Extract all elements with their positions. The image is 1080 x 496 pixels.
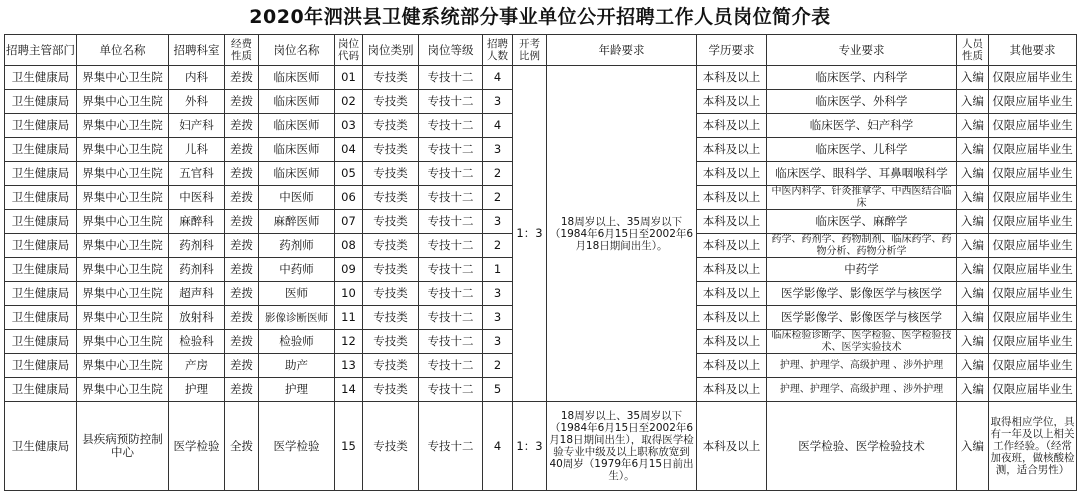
cell-major: 中医内科学、针灸推拿学、中西医结合临床 xyxy=(767,186,957,210)
cell-section: 药剂科 xyxy=(169,258,225,282)
cell-post: 中医师 xyxy=(259,186,335,210)
cell-other: 仅限应届毕业生 xyxy=(989,66,1077,90)
cell-category: 专技类 xyxy=(363,186,419,210)
cell-code: 11 xyxy=(335,306,363,330)
cell-unit: 界集中心卫生院 xyxy=(77,354,169,378)
cell-level: 专技十二 xyxy=(419,402,483,491)
cell-count: 3 xyxy=(483,210,513,234)
header-funding: 经费性质 xyxy=(225,35,259,66)
cell-funding: 差拨 xyxy=(225,378,259,402)
cell-post: 中药师 xyxy=(259,258,335,282)
cell-edu: 本科及以上 xyxy=(697,258,767,282)
cell-level: 专技十二 xyxy=(419,354,483,378)
cell-status: 入编 xyxy=(957,138,989,162)
header-other: 其他要求 xyxy=(989,35,1077,66)
cell-dept: 卫生健康局 xyxy=(5,186,77,210)
cell-section: 超声科 xyxy=(169,282,225,306)
cell-edu: 本科及以上 xyxy=(697,114,767,138)
cell-dept: 卫生健康局 xyxy=(5,330,77,354)
header-age: 年龄要求 xyxy=(547,35,697,66)
cell-major: 药学、药剂学、药物制剂、临床药学、药物分析、药物分析学 xyxy=(767,234,957,258)
cell-other: 仅限应届毕业生 xyxy=(989,378,1077,402)
cell-other: 仅限应届毕业生 xyxy=(989,258,1077,282)
cell-edu: 本科及以上 xyxy=(697,90,767,114)
cell-code: 03 xyxy=(335,114,363,138)
cell-funding: 差拨 xyxy=(225,282,259,306)
cell-funding: 差拨 xyxy=(225,330,259,354)
cell-ratio-shared: 1：3 xyxy=(513,66,547,402)
cell-code: 15 xyxy=(335,402,363,491)
cell-code: 01 xyxy=(335,66,363,90)
cell-major: 护理、护理学、高级护理 、涉外护理 xyxy=(767,378,957,402)
cell-count: 4 xyxy=(483,66,513,90)
cell-count: 2 xyxy=(483,186,513,210)
cell-status: 入编 xyxy=(957,354,989,378)
cell-unit: 界集中心卫生院 xyxy=(77,114,169,138)
page-title: 2020年泗洪县卫健系统部分事业单位公开招聘工作人员岗位简介表 xyxy=(249,6,831,28)
cell-major: 临床医学、儿科学 xyxy=(767,138,957,162)
cell-code: 12 xyxy=(335,330,363,354)
cell-level: 专技十二 xyxy=(419,210,483,234)
cell-category: 专技类 xyxy=(363,234,419,258)
cell-level: 专技十二 xyxy=(419,258,483,282)
header-major: 专业要求 xyxy=(767,35,957,66)
cell-other: 仅限应届毕业生 xyxy=(989,186,1077,210)
cell-section: 医学检验 xyxy=(169,402,225,491)
cell-status: 入编 xyxy=(957,162,989,186)
cell-status: 入编 xyxy=(957,90,989,114)
cell-age: 18周岁以上、35周岁以下（1984年6月15日至2002年6月18日期间出生），取得医学检验专业中级及以上职称放宽到40周岁（1979年6月15日前出生）。 xyxy=(547,402,697,491)
cell-other: 仅限应届毕业生 xyxy=(989,210,1077,234)
cell-section: 五官科 xyxy=(169,162,225,186)
cell-count: 3 xyxy=(483,330,513,354)
cell-unit: 界集中心卫生院 xyxy=(77,90,169,114)
cell-code: 08 xyxy=(335,234,363,258)
cell-dept: 卫生健康局 xyxy=(5,210,77,234)
cell-dept: 卫生健康局 xyxy=(5,234,77,258)
cell-other: 仅限应届毕业生 xyxy=(989,282,1077,306)
cell-major: 护理、护理学、高级护理 、涉外护理 xyxy=(767,354,957,378)
cell-count: 3 xyxy=(483,282,513,306)
cell-funding: 差拨 xyxy=(225,234,259,258)
cell-edu: 本科及以上 xyxy=(697,66,767,90)
cell-section: 中医科 xyxy=(169,186,225,210)
cell-dept: 卫生健康局 xyxy=(5,354,77,378)
header-post: 岗位名称 xyxy=(259,35,335,66)
cell-other: 仅限应届毕业生 xyxy=(989,90,1077,114)
cell-post: 临床医师 xyxy=(259,114,335,138)
cell-status: 入编 xyxy=(957,330,989,354)
cell-level: 专技十二 xyxy=(419,186,483,210)
cell-funding: 差拨 xyxy=(225,114,259,138)
cell-edu: 本科及以上 xyxy=(697,402,767,491)
cell-post: 临床医师 xyxy=(259,162,335,186)
positions-table xyxy=(4,34,1077,491)
cell-dept: 卫生健康局 xyxy=(5,258,77,282)
cell-section: 麻醉科 xyxy=(169,210,225,234)
cell-dept: 卫生健康局 xyxy=(5,66,77,90)
cell-status: 入编 xyxy=(957,378,989,402)
cell-category: 专技类 xyxy=(363,282,419,306)
cell-other: 仅限应届毕业生 xyxy=(989,306,1077,330)
cell-code: 06 xyxy=(335,186,363,210)
cell-section: 放射科 xyxy=(169,306,225,330)
cell-major: 临床医学、内科学 xyxy=(767,66,957,90)
cell-level: 专技十二 xyxy=(419,66,483,90)
cell-code: 10 xyxy=(335,282,363,306)
cell-count: 1 xyxy=(483,258,513,282)
cell-funding: 差拨 xyxy=(225,66,259,90)
cell-other: 仅限应届毕业生 xyxy=(989,138,1077,162)
header-row xyxy=(5,35,1077,66)
cell-funding: 差拨 xyxy=(225,306,259,330)
cell-level: 专技十二 xyxy=(419,330,483,354)
cell-other: 仅限应届毕业生 xyxy=(989,234,1077,258)
cell-other: 取得相应学位，具有一年及以上相关工作经验。（经常加夜班，做核酸检测，适合男性） xyxy=(989,402,1077,491)
cell-category: 专技类 xyxy=(363,258,419,282)
cell-status: 入编 xyxy=(957,210,989,234)
header-category: 岗位类别 xyxy=(363,35,419,66)
cell-major: 医学影像学、影像医学与核医学 xyxy=(767,282,957,306)
header-status: 人员性质 xyxy=(957,35,989,66)
cell-level: 专技十二 xyxy=(419,234,483,258)
cell-post: 药剂师 xyxy=(259,234,335,258)
cell-unit: 界集中心卫生院 xyxy=(77,306,169,330)
cell-other: 仅限应届毕业生 xyxy=(989,162,1077,186)
cell-dept: 卫生健康局 xyxy=(5,282,77,306)
cell-dept: 卫生健康局 xyxy=(5,402,77,491)
cell-level: 专技十二 xyxy=(419,282,483,306)
cell-section: 内科 xyxy=(169,66,225,90)
cell-funding: 差拨 xyxy=(225,162,259,186)
cell-post: 临床医师 xyxy=(259,66,335,90)
cell-status: 入编 xyxy=(957,186,989,210)
header-ratio: 开考比例 xyxy=(513,35,547,66)
cell-unit: 界集中心卫生院 xyxy=(77,330,169,354)
cell-section: 儿科 xyxy=(169,138,225,162)
cell-category: 专技类 xyxy=(363,114,419,138)
cell-count: 2 xyxy=(483,234,513,258)
cell-count: 2 xyxy=(483,162,513,186)
cell-major: 中药学 xyxy=(767,258,957,282)
cell-major: 医学影像学、影像医学与核医学 xyxy=(767,306,957,330)
cell-count: 3 xyxy=(483,90,513,114)
cell-status: 入编 xyxy=(957,114,989,138)
cell-edu: 本科及以上 xyxy=(697,162,767,186)
cell-funding: 差拨 xyxy=(225,186,259,210)
cell-edu: 本科及以上 xyxy=(697,330,767,354)
cell-category: 专技类 xyxy=(363,402,419,491)
cell-level: 专技十二 xyxy=(419,378,483,402)
cell-code: 07 xyxy=(335,210,363,234)
cell-category: 专技类 xyxy=(363,90,419,114)
cell-status: 入编 xyxy=(957,66,989,90)
cell-category: 专技类 xyxy=(363,330,419,354)
cell-category: 专技类 xyxy=(363,306,419,330)
cell-unit: 界集中心卫生院 xyxy=(77,282,169,306)
header-code: 岗位代码 xyxy=(335,35,363,66)
cell-section: 药剂科 xyxy=(169,234,225,258)
cell-unit: 界集中心卫生院 xyxy=(77,138,169,162)
table-row-cdc xyxy=(5,402,1077,491)
cell-other: 仅限应届毕业生 xyxy=(989,330,1077,354)
cell-edu: 本科及以上 xyxy=(697,354,767,378)
cell-level: 专技十二 xyxy=(419,90,483,114)
cell-post: 护理 xyxy=(259,378,335,402)
cell-section: 外科 xyxy=(169,90,225,114)
cell-code: 09 xyxy=(335,258,363,282)
cell-edu: 本科及以上 xyxy=(697,282,767,306)
cell-code: 13 xyxy=(335,354,363,378)
header-unit: 单位名称 xyxy=(77,35,169,66)
cell-count: 4 xyxy=(483,402,513,491)
cell-level: 专技十二 xyxy=(419,138,483,162)
header-dept: 招聘主管部门 xyxy=(5,35,77,66)
cell-section: 产房 xyxy=(169,354,225,378)
cell-post: 助产 xyxy=(259,354,335,378)
cell-post: 临床医师 xyxy=(259,90,335,114)
cell-unit: 界集中心卫生院 xyxy=(77,66,169,90)
cell-code: 05 xyxy=(335,162,363,186)
cell-major: 临床医学、麻醉学 xyxy=(767,210,957,234)
cell-code: 14 xyxy=(335,378,363,402)
cell-unit: 界集中心卫生院 xyxy=(77,234,169,258)
cell-post: 检验师 xyxy=(259,330,335,354)
cell-section: 妇产科 xyxy=(169,114,225,138)
cell-category: 专技类 xyxy=(363,378,419,402)
cell-dept: 卫生健康局 xyxy=(5,306,77,330)
cell-code: 02 xyxy=(335,90,363,114)
cell-status: 入编 xyxy=(957,282,989,306)
cell-category: 专技类 xyxy=(363,162,419,186)
cell-section: 检验科 xyxy=(169,330,225,354)
header-level: 岗位等级 xyxy=(419,35,483,66)
cell-post: 麻醉医师 xyxy=(259,210,335,234)
cell-status: 入编 xyxy=(957,234,989,258)
cell-funding: 差拨 xyxy=(225,138,259,162)
cell-status: 入编 xyxy=(957,402,989,491)
cell-funding: 差拨 xyxy=(225,90,259,114)
cell-funding: 全拨 xyxy=(225,402,259,491)
cell-funding: 差拨 xyxy=(225,258,259,282)
cell-unit: 界集中心卫生院 xyxy=(77,186,169,210)
cell-unit: 界集中心卫生院 xyxy=(77,162,169,186)
cell-age-shared: 18周岁以上、35周岁以下（1984年6月15日至2002年6月18日期间出生）。 xyxy=(547,66,697,402)
cell-ratio: 1：3 xyxy=(513,402,547,491)
cell-count: 3 xyxy=(483,138,513,162)
cell-post: 临床医师 xyxy=(259,138,335,162)
cell-edu: 本科及以上 xyxy=(697,234,767,258)
cell-category: 专技类 xyxy=(363,66,419,90)
cell-unit: 县疾病预防控制中心 xyxy=(77,402,169,491)
cell-level: 专技十二 xyxy=(419,162,483,186)
cell-dept: 卫生健康局 xyxy=(5,90,77,114)
cell-status: 入编 xyxy=(957,258,989,282)
cell-dept: 卫生健康局 xyxy=(5,378,77,402)
cell-code: 04 xyxy=(335,138,363,162)
cell-post: 医学检验 xyxy=(259,402,335,491)
cell-edu: 本科及以上 xyxy=(697,138,767,162)
cell-category: 专技类 xyxy=(363,210,419,234)
cell-category: 专技类 xyxy=(363,354,419,378)
cell-level: 专技十二 xyxy=(419,114,483,138)
header-edu: 学历要求 xyxy=(697,35,767,66)
cell-other: 仅限应届毕业生 xyxy=(989,114,1077,138)
cell-count: 3 xyxy=(483,306,513,330)
cell-edu: 本科及以上 xyxy=(697,306,767,330)
cell-edu: 本科及以上 xyxy=(697,378,767,402)
cell-dept: 卫生健康局 xyxy=(5,162,77,186)
cell-count: 4 xyxy=(483,114,513,138)
cell-other: 仅限应届毕业生 xyxy=(989,354,1077,378)
cell-major: 临床检验诊断学、医学检验、医学检验技术、医学实验技术 xyxy=(767,330,957,354)
cell-post: 医师 xyxy=(259,282,335,306)
cell-level: 专技十二 xyxy=(419,306,483,330)
cell-funding: 差拨 xyxy=(225,210,259,234)
cell-post: 影像诊断医师 xyxy=(259,306,335,330)
cell-count: 5 xyxy=(483,378,513,402)
cell-major: 临床医学、外科学 xyxy=(767,90,957,114)
cell-funding: 差拨 xyxy=(225,354,259,378)
cell-category: 专技类 xyxy=(363,138,419,162)
cell-count: 2 xyxy=(483,354,513,378)
header-count: 招聘人数 xyxy=(483,35,513,66)
table-row xyxy=(5,66,1077,90)
cell-dept: 卫生健康局 xyxy=(5,138,77,162)
cell-section: 护理 xyxy=(169,378,225,402)
cell-edu: 本科及以上 xyxy=(697,210,767,234)
cell-major: 临床医学、眼科学、耳鼻咽喉科学 xyxy=(767,162,957,186)
cell-unit: 界集中心卫生院 xyxy=(77,378,169,402)
cell-unit: 界集中心卫生院 xyxy=(77,210,169,234)
cell-unit: 界集中心卫生院 xyxy=(77,258,169,282)
cell-status: 入编 xyxy=(957,306,989,330)
header-section: 招聘科室 xyxy=(169,35,225,66)
cell-major: 临床医学、妇产科学 xyxy=(767,114,957,138)
cell-edu: 本科及以上 xyxy=(697,186,767,210)
cell-major: 医学检验、医学检验技术 xyxy=(767,402,957,491)
cell-dept: 卫生健康局 xyxy=(5,114,77,138)
